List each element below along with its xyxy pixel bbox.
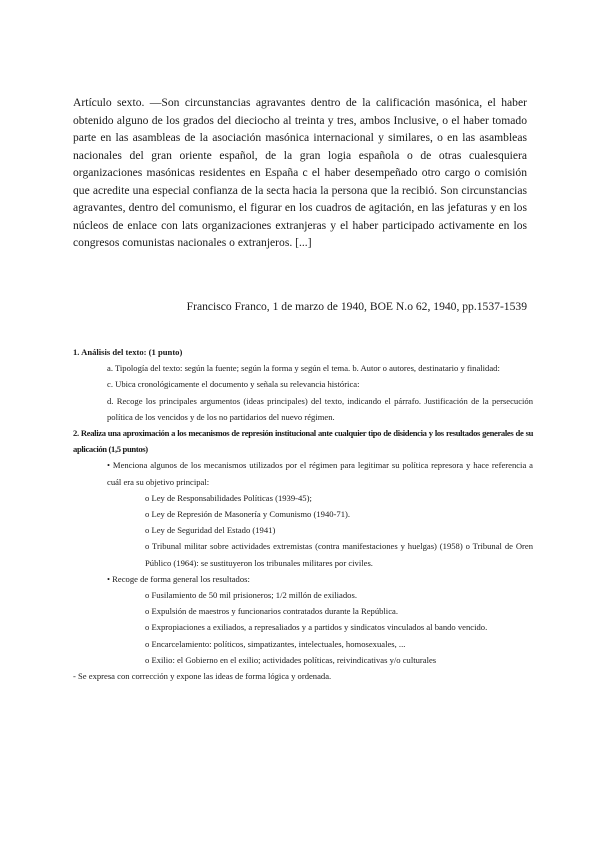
mechanism-item: o Ley de Represión de Masonería y Comunismo (1940-71).	[145, 509, 351, 520]
evaluation-rubric	[73, 344, 533, 684]
section-1-item-a: a. Tipología del texto: según la fuente; según la forma y según el tema. b. Autor o autores, destinatario y finalidad:	[107, 363, 500, 374]
mechanism-item: o Ley de Seguridad del Estado (1941)	[145, 525, 276, 536]
mechanism-item: o Ley de Responsabilidades Políticas (1939-45);	[145, 492, 312, 503]
section-1-item-c: c. Ubica cronológicamente el documento y señala su relevancia histórica:	[107, 379, 360, 390]
section-2-title: 2. Realiza una aproximación a los mecanismos de represión institucional ante cualquier tipo de disidencia y los resultados generales de su aplicación (1,5 puntos)	[73, 428, 533, 455]
mechanism-item: o Tribunal militar sobre actividades extremistas (contra manifestaciones y huelgas) (1958) o Tribunal de Oren Público (1964): se sustituyeron los tribunales militares por civiles.	[145, 541, 533, 568]
result-item: o Exilio: el Gobierno en el exilio; actividades políticas, reivindicativas y/o culturales	[145, 654, 437, 665]
section-1-title: 1. Análisis del texto: (1 punto)	[73, 347, 183, 357]
quote-paragraph: Artículo sexto. —Son circunstancias agravantes dentro de la calificación masónica, el haber obtenido alguno de los grados del dieciocho al treinta y tres, ambos Inclusive, o el haber tomado parte en las asambleas de la asociación masónica internacional y similares, o en las asambleas nacionales del gran oriente español, de la gran logia española o de otras cualesquiera organizaciones masónicas residentes en España c el haber desempeñado otro cargo o comisión que acredite una especial confianza de la secta hacia la persona que la recibió. Son circunstancias agravantes, dentro del comunismo, el figurar en los cuadros de agitación, en las jefaturas y en los núcleos de enlace con lats organizaciones extranjeras y el haber participado activamente en los congresos comunistas nacionales o extranjeros. [...]	[73, 96, 527, 249]
quote-citation: Francisco Franco, 1 de marzo de 1940, BOE N.o 62, 1940, pp.1537-1539	[186, 300, 527, 313]
result-item: o Encarcelamiento: políticos, simpatizantes, intelectuales, homosexuales, ...	[145, 638, 406, 649]
closing-criterion: - Se expresa con corrección y expone las ideas de forma lógica y ordenada.	[73, 671, 332, 682]
section-1-item-d: d. Recoge los principales argumentos (ideas principales) del texto, indicando el párrafo. Justificación de la persecución política de los vencidos y de los no partidarios del nuevo régimen.	[107, 395, 533, 422]
section-2-results-intro: • Recoge de forma general los resultados:	[107, 573, 250, 584]
section-2-mechanisms-intro: • Menciona algunos de los mecanismos utilizados por el régimen para legitimar su política represora y hace referencia a cuál era su objetivo principal:	[107, 460, 533, 487]
result-item: o Fusilamiento de 50 mil prisioneros; 1/2 millón de exiliados.	[145, 590, 357, 601]
result-item: o Expropiaciones a exiliados, a represaliados y a partidos y sindicatos vinculados al bando vencido.	[145, 622, 488, 633]
result-item: o Expulsión de maestros y funcionarios contratados durante la República.	[145, 606, 398, 617]
